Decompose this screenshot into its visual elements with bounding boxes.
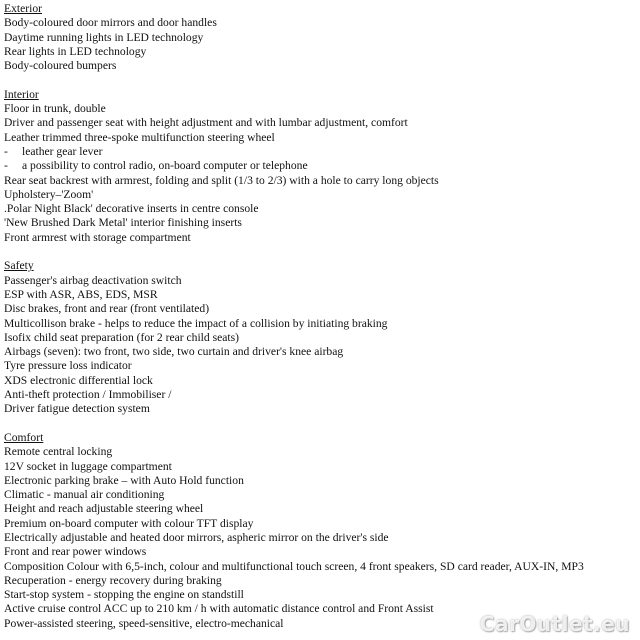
list-item: Remote central locking — [4, 445, 113, 459]
list-item-text: a possibility to control radio, on-board computer or telephone — [22, 159, 308, 173]
list-item: Floor in trunk, double — [4, 102, 106, 116]
section-comfort — [4, 431, 638, 631]
section-heading: Interior — [4, 87, 39, 101]
list-item: Airbags (seven): two front, two side, two curtain and driver's knee airbag — [4, 345, 344, 359]
list-item: Rear seat backrest with armrest, folding and split (1/3 to 2/3) with a hole to carry long objects — [4, 173, 439, 187]
list-item: Passenger's airbag deactivation switch — [4, 273, 182, 287]
list-item: .Polar Night Black' decorative inserts in centre console — [4, 202, 259, 216]
section-heading: Comfort — [4, 430, 44, 444]
list-item: Body-coloured bumpers — [4, 59, 117, 73]
list-item: 'New Brushed Dark Metal' interior finishing inserts — [4, 216, 242, 230]
bullet-dash: - — [4, 159, 8, 173]
list-item: Electronic parking brake – with Auto Hold function — [4, 473, 244, 487]
section-exterior — [4, 2, 638, 73]
list-item: Upholstery–'Zoom' — [4, 187, 94, 201]
section-interior — [4, 88, 638, 245]
list-item: Front armrest with storage compartment — [4, 230, 191, 244]
list-item: 12V socket in luggage compartment — [4, 459, 172, 473]
bullet-dash: - — [4, 144, 8, 158]
list-item: Multicollison brake - helps to reduce the impact of a collision by initiating braking — [4, 316, 388, 330]
section-safety — [4, 259, 638, 416]
list-item: Tyre pressure loss indicator — [4, 359, 132, 373]
list-item-bulleted — [4, 159, 638, 173]
list-item: Disc brakes, front and rear (front ventilated) — [4, 302, 210, 316]
list-item: Driver and passenger seat with height adjustment and with lumbar adjustment, comfort — [4, 116, 408, 130]
equipment-document — [4, 2, 638, 631]
section-heading: Exterior — [4, 2, 42, 15]
list-item: ESP with ASR, ABS, EDS, MSR — [4, 287, 158, 301]
list-item: Front and rear power windows — [4, 545, 147, 559]
list-item: Recuperation - energy recovery during braking — [4, 573, 222, 587]
list-item: Isofix child seat preparation (for 2 rear child seats) — [4, 330, 239, 344]
list-item: Rear lights in LED technology — [4, 44, 147, 58]
list-item: Active cruise control ACC up to 210 km / h with automatic distance control and Front Assist — [4, 602, 434, 616]
list-item: Height and reach adjustable steering wheel — [4, 502, 204, 516]
section-heading: Safety — [4, 259, 34, 273]
list-item: Electrically adjustable and heated door mirrors, aspheric mirror on the driver's side — [4, 530, 389, 544]
list-item: Climatic - manual air conditioning — [4, 488, 165, 502]
list-item: Body-coloured door mirrors and door handles — [4, 16, 217, 30]
list-item: Power-assisted steering, speed-sensitive, electro-mechanical — [4, 616, 284, 630]
list-item: Start-stop system - stopping the engine on standstill — [4, 588, 244, 602]
list-item: Daytime running lights in LED technology — [4, 30, 204, 44]
list-item: Composition Colour with 6,5-inch, colour and multifunctional touch screen, 4 front speakers, SD card reader, AUX-IN, MP3 — [4, 559, 584, 573]
list-item: Leather trimmed three-spoke multifunction steering wheel — [4, 130, 275, 144]
list-item: XDS electronic differential lock — [4, 373, 153, 387]
list-item: Premium on-board computer with colour TFT display — [4, 516, 254, 530]
list-item-bulleted — [4, 145, 638, 159]
list-item-text: leather gear lever — [22, 144, 103, 158]
caroutlet-watermark: CarOutlet.eu — [479, 612, 630, 636]
list-item: Driver fatigue detection system — [4, 402, 150, 416]
list-item: Anti-theft protection / Immobiliser / — [4, 388, 172, 402]
